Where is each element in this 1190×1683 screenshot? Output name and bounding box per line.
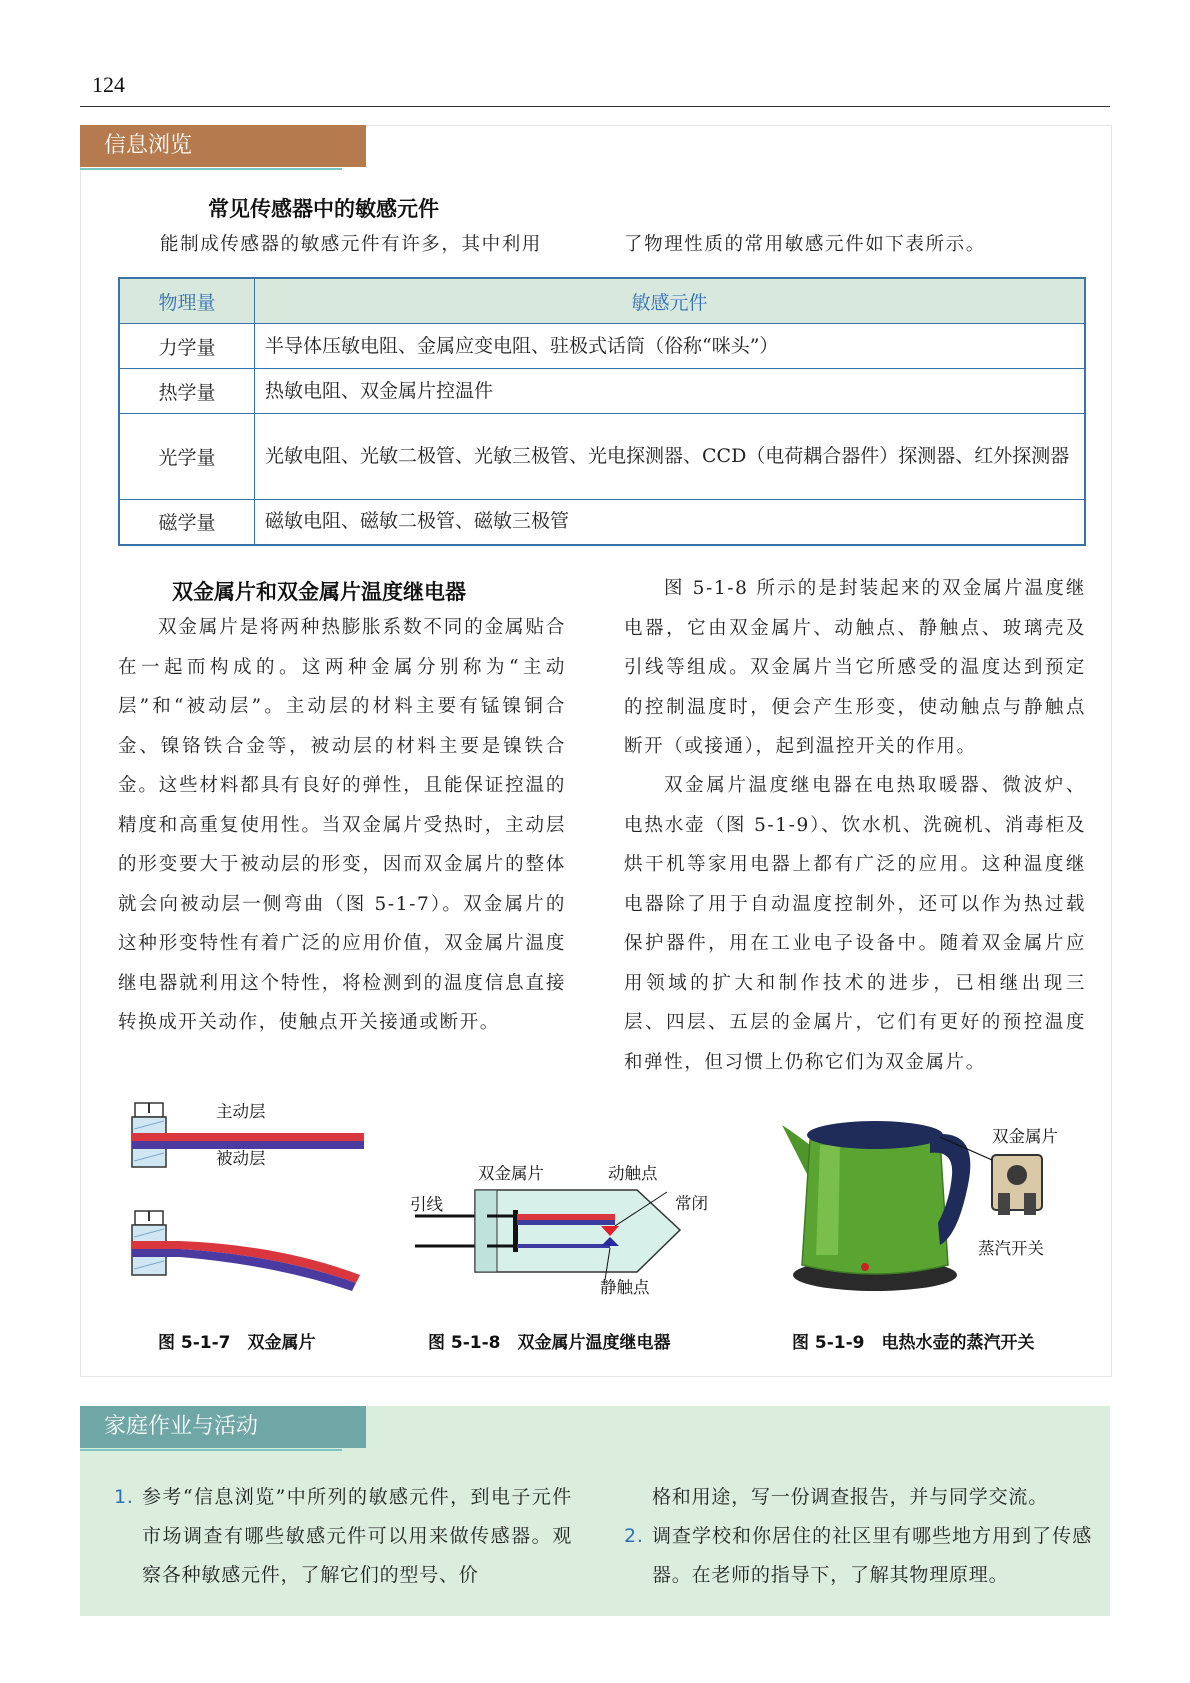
static-contact-label: 静触点 [600,1278,650,1297]
active-layer-label: 主动层 [216,1102,266,1121]
glass-shell [475,1190,680,1272]
moving-contact-label: 动触点 [608,1164,658,1183]
bimetal-paragraph: 双金属片是将两种热膨胀系数不同的金属贴合在一起而构成的。这两种金属分别称为“主动层”和“被动层”。主动层的材料主要有锰镍铜合金、镍铬铁合金等，被动层的材料主要是镍铁合金。这些材料都具有良好的弹性，且能保证控温的精度和高重复使用性。当双金属片受热时，主动层的形变要大于被动层的形变，因而双金属片的整体就会向被动层一侧弯曲（图 5-1-7）。双金属片的这种形变特性有着广泛的应用价值，双金属片温度继电器就利用这个特性，将检测到的温度信息直接转换成开关动作，使触点开关接通或断开。 [118,617,566,1033]
relay-bimetal-passive [517,1220,615,1225]
normally-closed-label: 常闭 [675,1194,708,1213]
table-row [119,500,1085,545]
passive-layer-label: 被动层 [216,1149,266,1168]
kettle-bimetal-label: 双金属片 [992,1127,1058,1146]
sensor-section-title: 常见传感器中的敏感元件 [208,197,439,221]
figure-5-1-8-caption: 图 5-1-8 双金属片温度继电器 [428,1333,671,1353]
homework-item-1-text: 参考“信息浏览”中所列的敏感元件，到电子元件市场调查有哪些敏感元件可以用来做传感器。观察各种敏感元件，了解它们的型号、价 [142,1486,572,1586]
sensor-table [118,277,1086,546]
relay-bimetal-label: 双金属片 [478,1164,544,1183]
active-layer-strip [132,1133,364,1141]
table-cell-elements: 热敏电阻、双金属片控温件 [255,369,1086,414]
relay-bimetal-active [517,1214,615,1220]
table-cell-elements: 磁敏电阻、磁敏二极管、磁敏三极管 [255,500,1086,545]
table-header-row [119,278,1085,324]
intro-text-left: 能制成传感器的敏感元件有许多，其中利用 [160,234,542,255]
application-paragraph: 双金属片温度继电器在电热取暖器、微波炉、电热水壶（图 5-1-9）、饮水机、洗碗机、消毒柜及烘干机等家用电器上都有广泛的应用。这种温度继电器除了用于自动温度控制外，还可以作为热过载保护器件，用在工业电子设备中。随着双金属片应用领域的扩大和制作技术的进步，已相继出现三层、四层、五层的金属片，它们有更好的预控温度和弹性，但习惯上仍称它们为双金属片。 [624,775,1086,1073]
table-cell-elements: 半导体压敏电阻、金属应变电阻、驻极式话筒（俗称“咪头”） [255,324,1086,369]
table-cell-elements: 光敏电阻、光敏二极管、光敏三极管、光电探测器、CCD（电荷耦合器件）探测器、红外探测器 [255,414,1086,500]
tab-underline [80,1449,342,1451]
table-cell-quantity: 磁学量 [119,500,255,545]
relay-paragraph: 图 5-1-8 所示的是封装起来的双金属片温度继电器，它由双金属片、动触点、静触点、玻璃壳及引线等组成。双金属片当它所感受的温度达到预定的控制温度时，便会产生形变，使动触点与静触点断开（或接通），起到温控开关的作用。 [624,578,1086,757]
switch-disc [1007,1165,1027,1185]
bimetal-section-title: 双金属片和双金属片温度继电器 [172,580,466,604]
lead-wire-label: 引线 [410,1195,443,1214]
table-cell-quantity: 力学量 [119,324,255,369]
homework-tab: 家庭作业与活动 [80,1406,366,1448]
table-cell-quantity: 光学量 [119,414,255,500]
table-row [119,414,1085,500]
figure-5-1-9-caption: 图 5-1-9 电热水壶的蒸汽开关 [792,1333,1035,1353]
kettle-lid [807,1121,943,1149]
table-row [119,324,1085,369]
table-cell-quantity: 热学量 [119,369,255,414]
steam-switch-label: 蒸汽开关 [978,1239,1044,1258]
homework-item-1-number: 1. [114,1486,134,1508]
page-number: 124 [92,72,125,97]
table-row [119,369,1085,414]
kettle-spout [782,1125,810,1180]
table-header-elements: 敏感元件 [255,278,1086,324]
figure-5-1-7-caption: 图 5-1-7 双金属片 [158,1333,316,1353]
homework-item-2-text: 调查学校和你居住的社区里有哪些地方用到了传感器。在老师的指导下，了解其物理原理。 [652,1525,1092,1586]
relay-diagram [405,1180,715,1300]
homework-item-1-continuation: 格和用途，写一份调查报告，并与同学交流。 [652,1486,1049,1508]
homework-item-2-number: 2. [624,1525,644,1547]
info-browse-tab: 信息浏览 [80,125,366,167]
intro-text-right: 了物理性质的常用敏感元件如下表所示。 [624,234,986,255]
header-rule [80,106,1110,107]
table-header-quantity: 物理量 [119,278,255,324]
tab-underline [80,168,342,170]
